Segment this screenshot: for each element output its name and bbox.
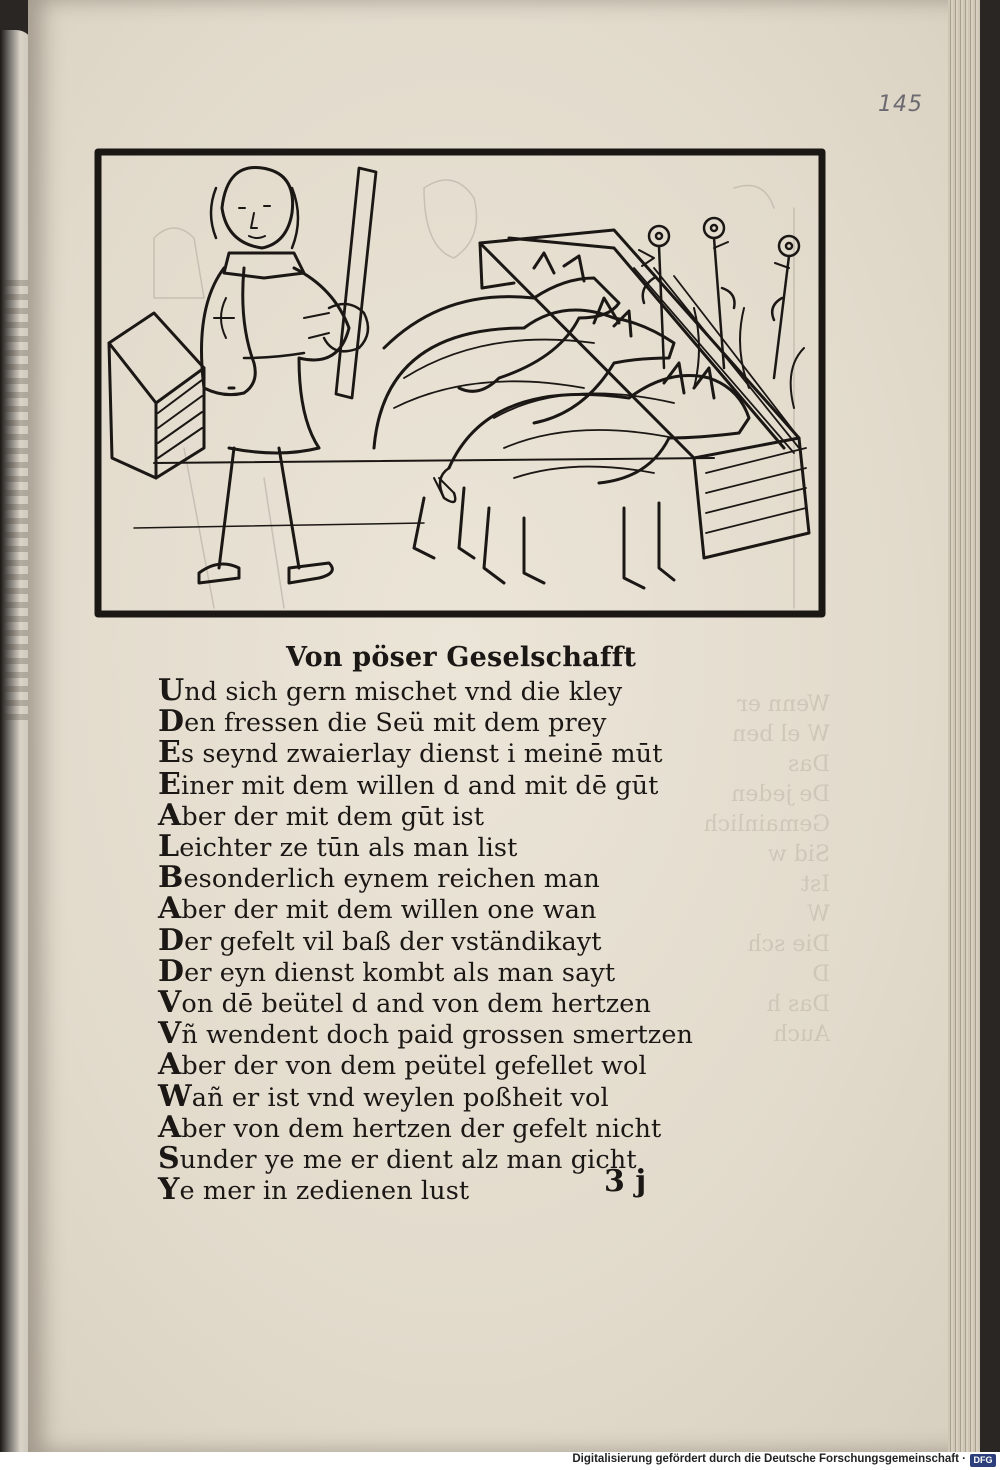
woodcut-svg [94,148,826,618]
verse-line: Aber der von dem peütel gefellet wol [158,1047,647,1083]
dfg-logo: DFG [970,1454,996,1467]
verse-line: Aber von dem hertzen der gefelt nicht [158,1109,662,1145]
trough [480,230,809,558]
verse-line: Und sich gern mischet vnd die kley [158,673,623,708]
woodcut-illustration [94,148,826,618]
show-through-text: Wenn er W el ben Das De jeden Gemainlich Sid w Ist W Die sch D Das h Auch [703,692,830,1047]
chapter-heading: Von pöser Geselschafft [286,642,637,673]
folio-number: 145 [878,92,923,117]
swineherd [199,168,376,584]
verse-line: Wañ er ist vnd weylen poßheit vol [158,1078,609,1114]
adjacent-page-bleed [4,280,28,720]
pigs [374,253,749,588]
verse-line: Der eyn dienst kombt als man sayt [158,953,616,989]
signature-mark: 3 j [604,1164,647,1199]
verse-line: Den fressen die Seü mit dem prey [158,704,607,740]
verse-line: Besonderlich eynem reichen man [158,860,600,896]
footer-credit: Digitalisierung gefördert durch die Deutsche Forschungsgemeinschaft · [572,1453,966,1465]
verse-line: Einer mit dem willen d and mit dē gūt [158,766,659,802]
verse-line: Ye mer in zedienen lust [158,1172,470,1208]
verse-text [158,640,718,1206]
verse-line: Aber der mit dem willen one wan [158,891,597,927]
box [109,313,204,478]
verse-line: Sunder ye me er dient alz man gicht [158,1141,637,1177]
verse-line: Der gefelt vil baß der vständikayt [158,922,602,958]
verse-line: Leichter ze tūn als man list [158,829,518,865]
verse-line: Aber der mit dem gūt ist [158,797,485,833]
verse-line: Von dē beütel d and von dem hertzen [158,985,651,1021]
page-edges [948,0,980,1452]
verse-line: Vñ wendent doch paid grossen smertzen [158,1016,694,1052]
verse-line: Es seynd zwaierlay dienst i meinē mūt [158,735,663,771]
